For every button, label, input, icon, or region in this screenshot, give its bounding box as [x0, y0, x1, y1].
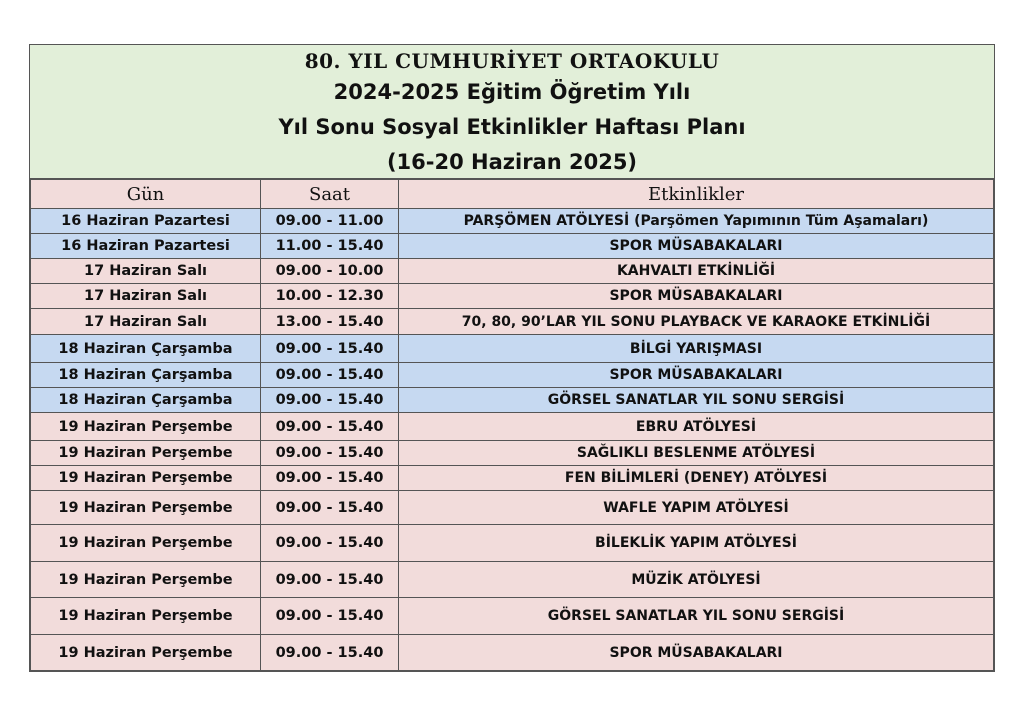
activity-cell: SPOR MÜSABAKALARI	[399, 234, 994, 259]
time-cell: 09.00 - 15.40	[261, 363, 399, 388]
day-cell: 19 Haziran Perşembe	[31, 598, 261, 635]
day-cell: 19 Haziran Perşembe	[31, 441, 261, 466]
table-row	[31, 491, 994, 525]
time-cell: 09.00 - 10.00	[261, 259, 399, 284]
activity-cell: SPOR MÜSABAKALARI	[399, 635, 994, 671]
activity-cell: FEN BİLİMLERİ (DENEY) ATÖLYESİ	[399, 466, 994, 491]
schedule-document	[29, 44, 995, 672]
day-cell: 19 Haziran Perşembe	[31, 466, 261, 491]
time-cell: 09.00 - 15.40	[261, 335, 399, 363]
time-cell: 13.00 - 15.40	[261, 309, 399, 335]
activity-cell: MÜZİK ATÖLYESİ	[399, 562, 994, 598]
activity-cell: SPOR MÜSABAKALARI	[399, 284, 994, 309]
day-cell: 18 Haziran Çarşamba	[31, 363, 261, 388]
time-cell: 09.00 - 15.40	[261, 598, 399, 635]
time-cell: 09.00 - 15.40	[261, 562, 399, 598]
column-header-activity: Etkinlikler	[399, 180, 994, 209]
table-row	[31, 284, 994, 309]
day-cell: 17 Haziran Salı	[31, 284, 261, 309]
day-cell: 19 Haziran Perşembe	[31, 525, 261, 562]
time-cell: 09.00 - 15.40	[261, 441, 399, 466]
day-cell: 18 Haziran Çarşamba	[31, 335, 261, 363]
activity-cell: PARŞÖMEN ATÖLYESİ (Parşömen Yapımının Tüm Aşamaları)	[399, 209, 994, 234]
time-cell: 09.00 - 15.40	[261, 635, 399, 671]
time-cell: 09.00 - 15.40	[261, 491, 399, 525]
table-row	[31, 388, 994, 413]
table-row	[31, 209, 994, 234]
day-cell: 19 Haziran Perşembe	[31, 562, 261, 598]
time-cell: 09.00 - 11.00	[261, 209, 399, 234]
day-cell: 17 Haziran Salı	[31, 259, 261, 284]
table-row	[31, 234, 994, 259]
table-row	[31, 466, 994, 491]
table-row	[31, 525, 994, 562]
day-cell: 18 Haziran Çarşamba	[31, 388, 261, 413]
activity-cell: SPOR MÜSABAKALARI	[399, 363, 994, 388]
table-header-row	[31, 180, 994, 209]
time-cell: 09.00 - 15.40	[261, 388, 399, 413]
table-row	[31, 562, 994, 598]
table-row	[31, 259, 994, 284]
day-cell: 19 Haziran Perşembe	[31, 413, 261, 441]
academic-year: 2024-2025 Eğitim Öğretim Yılı	[333, 80, 691, 104]
day-cell: 19 Haziran Perşembe	[31, 491, 261, 525]
activity-cell: GÖRSEL SANATLAR YIL SONU SERGİSİ	[399, 598, 994, 635]
table-row	[31, 635, 994, 671]
plan-title: Yıl Sonu Sosyal Etkinlikler Haftası Planı	[278, 115, 746, 139]
schedule-table	[30, 179, 994, 671]
time-cell: 10.00 - 12.30	[261, 284, 399, 309]
activity-cell: WAFLE YAPIM ATÖLYESİ	[399, 491, 994, 525]
activity-cell: SAĞLIKLI BESLENME ATÖLYESİ	[399, 441, 994, 466]
time-cell: 09.00 - 15.40	[261, 413, 399, 441]
time-cell: 09.00 - 15.40	[261, 525, 399, 562]
time-cell: 11.00 - 15.40	[261, 234, 399, 259]
table-row	[31, 363, 994, 388]
table-row	[31, 598, 994, 635]
activity-cell: EBRU ATÖLYESİ	[399, 413, 994, 441]
table-row	[31, 413, 994, 441]
day-cell: 17 Haziran Salı	[31, 309, 261, 335]
table-row	[31, 441, 994, 466]
day-cell: 16 Haziran Pazartesi	[31, 209, 261, 234]
time-cell: 09.00 - 15.40	[261, 466, 399, 491]
document-header	[30, 45, 994, 179]
table-row	[31, 309, 994, 335]
table-row	[31, 335, 994, 363]
column-header-time: Saat	[261, 180, 399, 209]
column-header-day: Gün	[31, 180, 261, 209]
school-name: 80. YIL CUMHURİYET ORTAOKULU	[304, 49, 720, 73]
day-cell: 16 Haziran Pazartesi	[31, 234, 261, 259]
activity-cell: BİLGİ YARIŞMASI	[399, 335, 994, 363]
plan-dates: (16-20 Haziran 2025)	[386, 150, 638, 174]
activity-cell: GÖRSEL SANATLAR YIL SONU SERGİSİ	[399, 388, 994, 413]
day-cell: 19 Haziran Perşembe	[31, 635, 261, 671]
activity-cell: 70, 80, 90’LAR YIL SONU PLAYBACK VE KARAOKE ETKİNLİĞİ	[399, 309, 994, 335]
schedule-rows	[31, 209, 994, 671]
activity-cell: KAHVALTI ETKİNLİĞİ	[399, 259, 994, 284]
activity-cell: BİLEKLİK YAPIM ATÖLYESİ	[399, 525, 994, 562]
